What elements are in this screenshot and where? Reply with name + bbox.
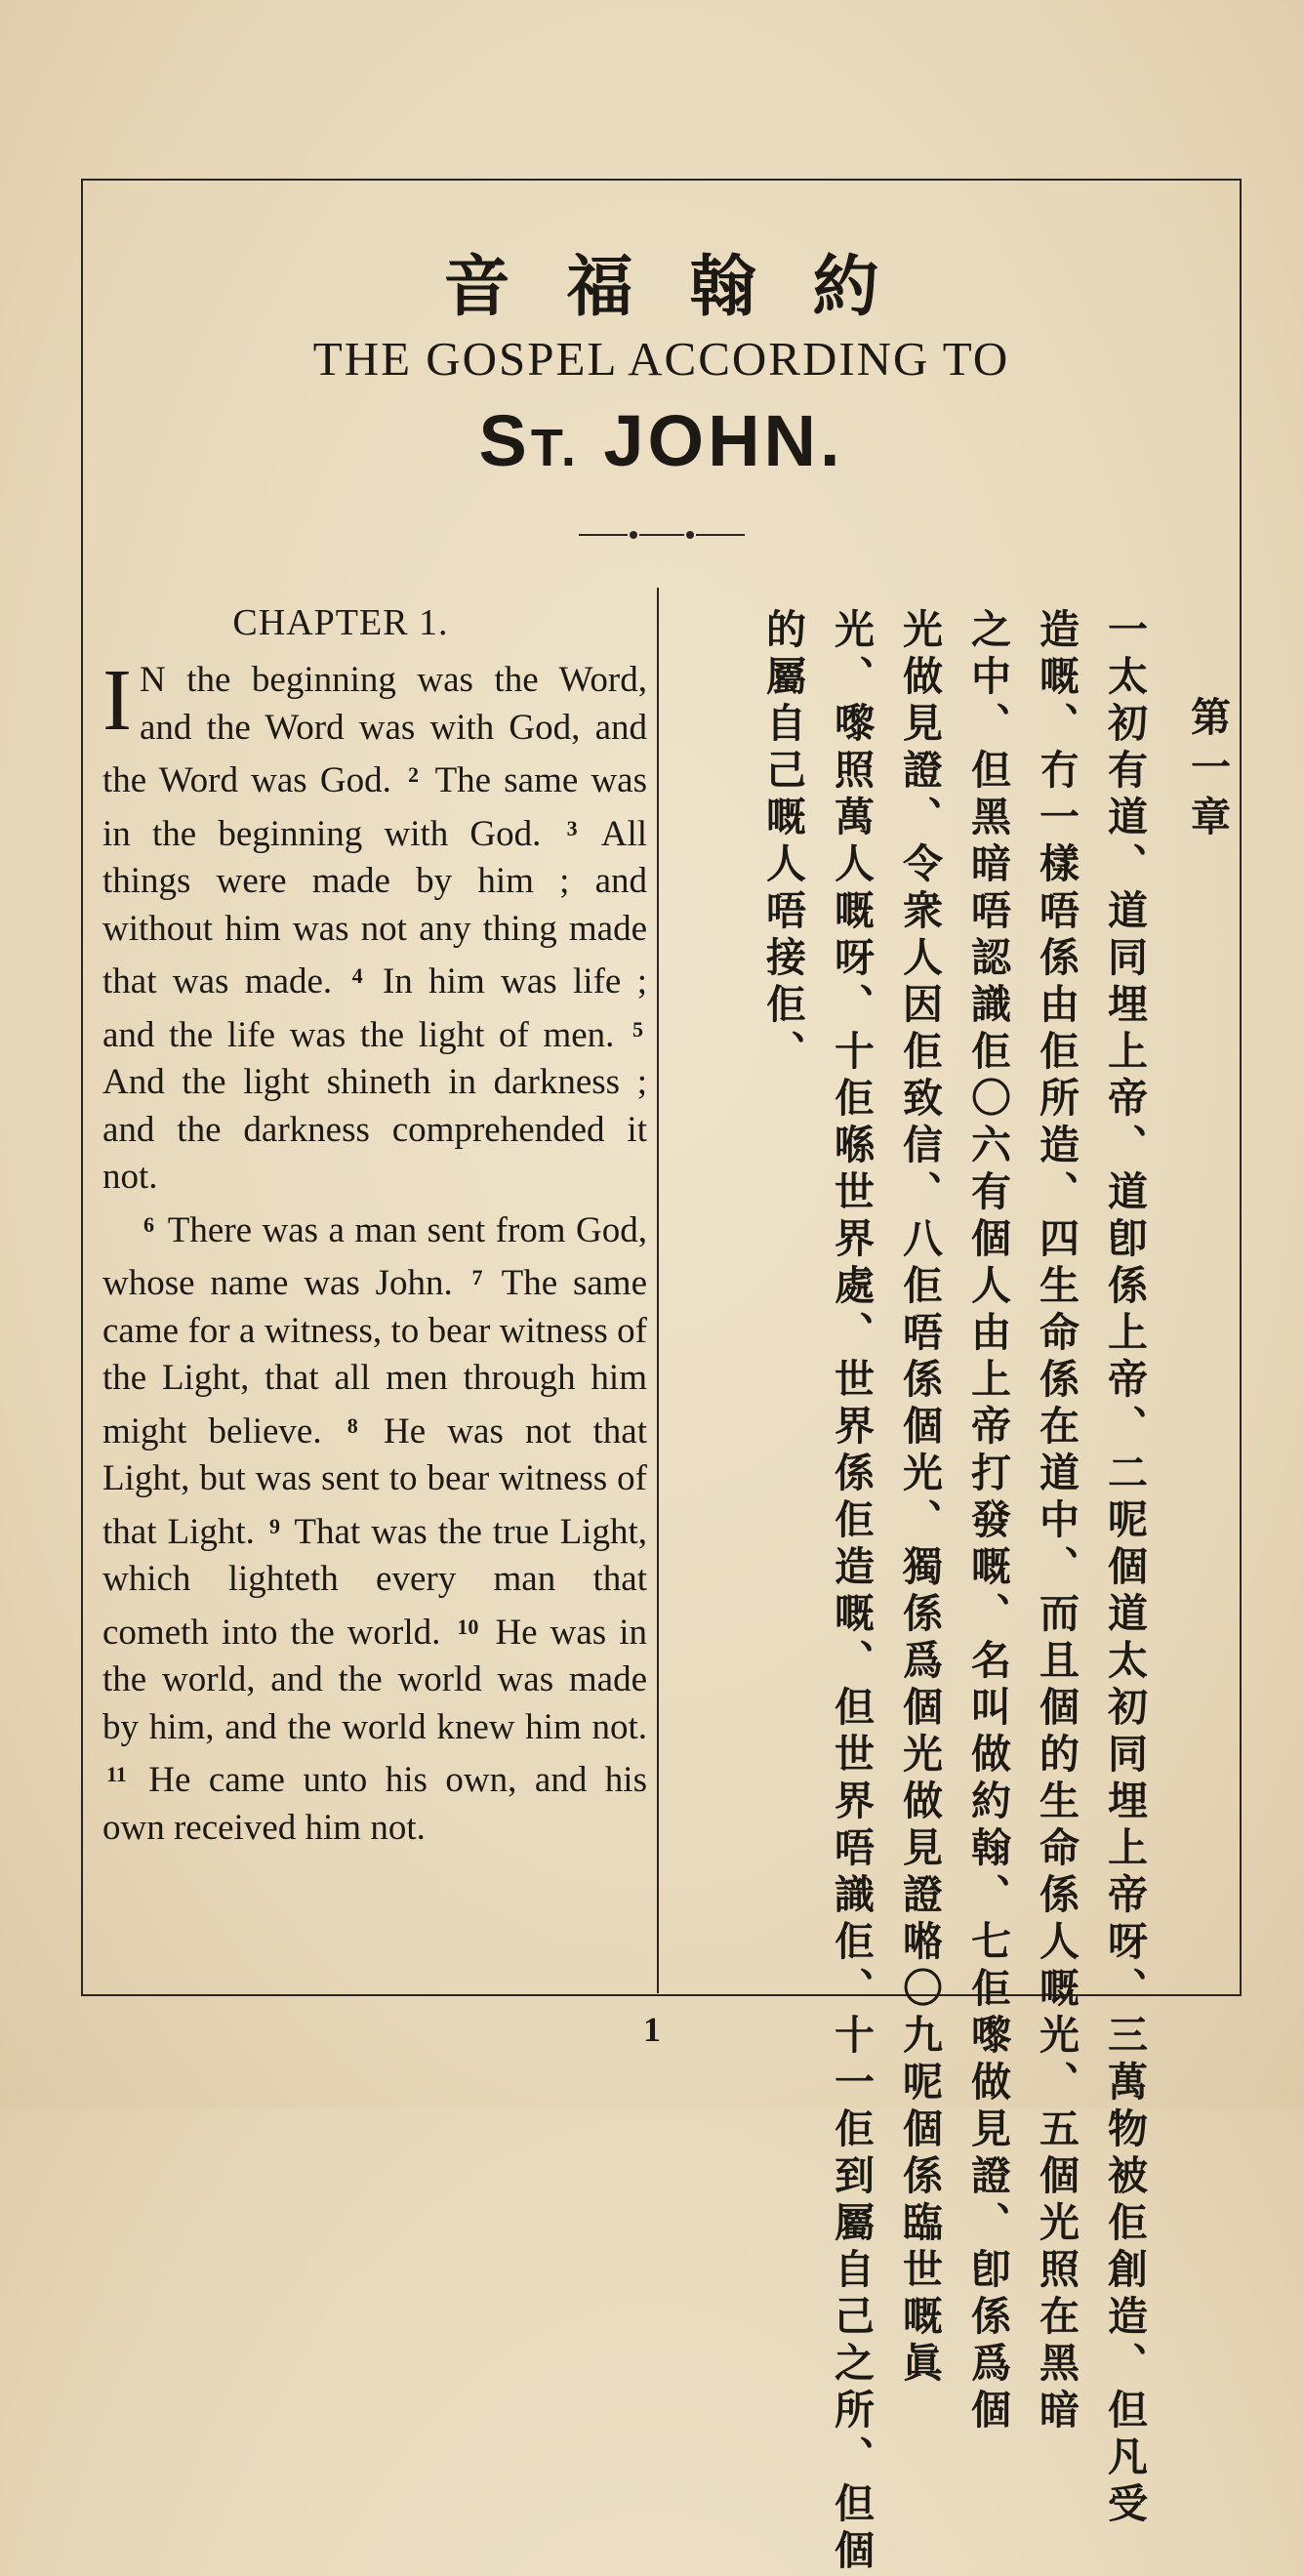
- english-column: [102, 589, 647, 1852]
- verse-7-text: The same came for a witness, to bear witness of the Light, that all men through him might believe.: [102, 1263, 647, 1452]
- chinese-chapter-heading: 第一章: [1184, 696, 1231, 845]
- english-chapter-heading: CHAPTER 1.: [232, 602, 449, 643]
- chinese-column: [670, 589, 1231, 2576]
- verse-4-text: In him was life ; and the life was the light of men.: [102, 961, 647, 1055]
- title-st-s: S: [478, 400, 531, 481]
- verse-number-2: 2: [408, 762, 420, 787]
- chinese-text-column-3: 之中、但黑暗唔認識佢〇六有個人由上帝打發嘅、名叫做約翰、七佢嚟做見證、卽係爲個: [964, 608, 1011, 2435]
- english-paragraph-2: [102, 1202, 647, 1853]
- verse-3-text: All things were made by him ; and without him was not any thing made that was made.: [102, 813, 647, 1002]
- verse-5-text: And the light shineth in darkness ; and the darkness comprehended it not.: [102, 1062, 647, 1197]
- page-number: 1: [643, 2010, 661, 2049]
- verse-9-text: That was the true Light, which lighteth every man that cometh into the world.: [102, 1511, 647, 1653]
- chinese-text-column-5: 光、嚟照萬人嘅呀、十佢喺世界處、世界係佢造嘅、但世界唔識佢、十一佢到屬自己之所、但個: [828, 608, 875, 2576]
- english-title-line1: THE GOSPEL ACCORDING TO: [312, 332, 1010, 386]
- verse-number-9: 9: [268, 1513, 280, 1538]
- verse-number-8: 8: [346, 1412, 358, 1438]
- verse-6-text: There was a man sent from God, whose name was John.: [102, 1209, 647, 1303]
- verse-10-text: He was in the world, and the world was made by him, and the world knew him not.: [102, 1612, 647, 1747]
- verse-number-10: 10: [457, 1614, 479, 1639]
- verse-8-text: He was not that Light, but was sent to bear witness of that Light.: [102, 1411, 647, 1552]
- verse-number-4: 4: [351, 963, 363, 988]
- verse-number-11: 11: [106, 1762, 127, 1786]
- verse-number-3: 3: [566, 815, 578, 840]
- verse-1-text: N the beginning was the Word, and the Word was with God, and the Word was God.: [102, 660, 647, 800]
- english-title-line2: [83, 400, 1240, 481]
- chinese-text-column-4: 光做見證、令衆人因佢致信、八佢唔係個光、獨係爲個光做見證𠺝〇九呢個係臨世嘅眞: [896, 608, 943, 2389]
- title-john: JOHN.: [603, 400, 844, 481]
- verse-2-text: The same was in the beginning with God.: [102, 760, 648, 854]
- chinese-title: 音福翰約: [443, 248, 936, 326]
- column-divider: [657, 588, 659, 1993]
- verse-number-5: 5: [632, 1016, 643, 1042]
- verse-11-text: He came unto his own, and his own received him not.: [102, 1760, 647, 1848]
- title-st-t: T.: [530, 419, 580, 477]
- page-frame: [81, 179, 1242, 2576]
- chinese-text-column-6: 的屬自己嘅人唔接佢、: [759, 608, 806, 1077]
- english-paragraph-1: [102, 652, 648, 1202]
- verse-number-6: 6: [143, 1211, 154, 1237]
- drop-cap: I: [102, 652, 132, 749]
- verse-number-7: 7: [471, 1265, 483, 1289]
- title-ornament: [579, 530, 745, 540]
- chinese-text-column-1: 一太初有道、道同埋上帝、道卽係上帝、二呢個道太初同埋上帝呀、三萬物被佢創造、但凡受: [1101, 608, 1148, 2529]
- chinese-text-column-2: 造嘅、冇一樣唔係由佢所造、四生命係在道中、而且個的生命係人嘅光、五個光照在黑暗: [1033, 608, 1080, 2435]
